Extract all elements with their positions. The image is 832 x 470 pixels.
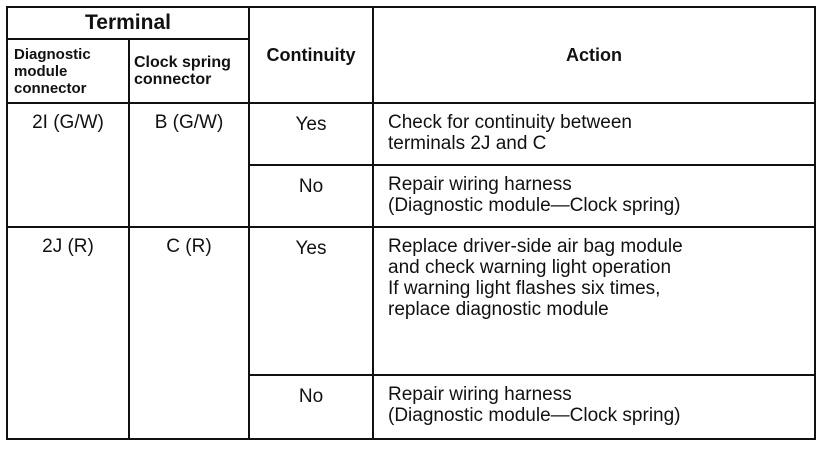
- clock-terminal-cell: C (R): [129, 227, 249, 439]
- action-line: Repair wiring harness: [388, 384, 572, 405]
- terminal-header: Terminal: [7, 7, 249, 39]
- continuity-header: Continuity: [249, 7, 373, 103]
- clock-terminal-cell: B (G/W): [129, 103, 249, 227]
- action-cell: [373, 227, 815, 375]
- action-cell: [373, 375, 815, 439]
- table-row: [7, 103, 815, 165]
- table-row: [7, 227, 815, 375]
- action-cell: [373, 103, 815, 165]
- continuity-cell: Yes: [249, 227, 373, 375]
- clock-spring-connector-header: [129, 39, 249, 103]
- action-line: Check for continuity between: [388, 112, 632, 133]
- continuity-cell: No: [249, 165, 373, 227]
- action-line: Replace driver-side air bag module: [388, 236, 683, 257]
- action-header: Action: [373, 7, 815, 103]
- diagnostic-terminal-cell: 2J (R): [7, 227, 129, 439]
- action-line: If warning light flashes six times,: [388, 278, 661, 299]
- header-row-top: [7, 7, 815, 39]
- diagnostic-table: [6, 6, 816, 440]
- action-line: replace diagnostic module: [388, 299, 609, 320]
- header-line: module: [14, 62, 68, 80]
- continuity-cell: Yes: [249, 103, 373, 165]
- header-line: connector: [134, 71, 212, 88]
- action-line: Repair wiring harness: [388, 174, 572, 195]
- action-line: and check warning light operation: [388, 257, 672, 278]
- action-line: (Diagnostic module—Clock spring): [388, 405, 681, 426]
- action-line: terminals 2J and C: [388, 133, 547, 154]
- action-line: (Diagnostic module—Clock spring): [388, 195, 681, 216]
- diagnostic-connector-header: [7, 39, 129, 103]
- continuity-cell: No: [249, 375, 373, 439]
- header-line: connector: [14, 79, 87, 97]
- action-cell: [373, 165, 815, 227]
- header-line: Clock spring: [134, 54, 231, 71]
- diagnostic-terminal-cell: 2I (G/W): [7, 103, 129, 227]
- header-line: Diagnostic: [14, 45, 91, 63]
